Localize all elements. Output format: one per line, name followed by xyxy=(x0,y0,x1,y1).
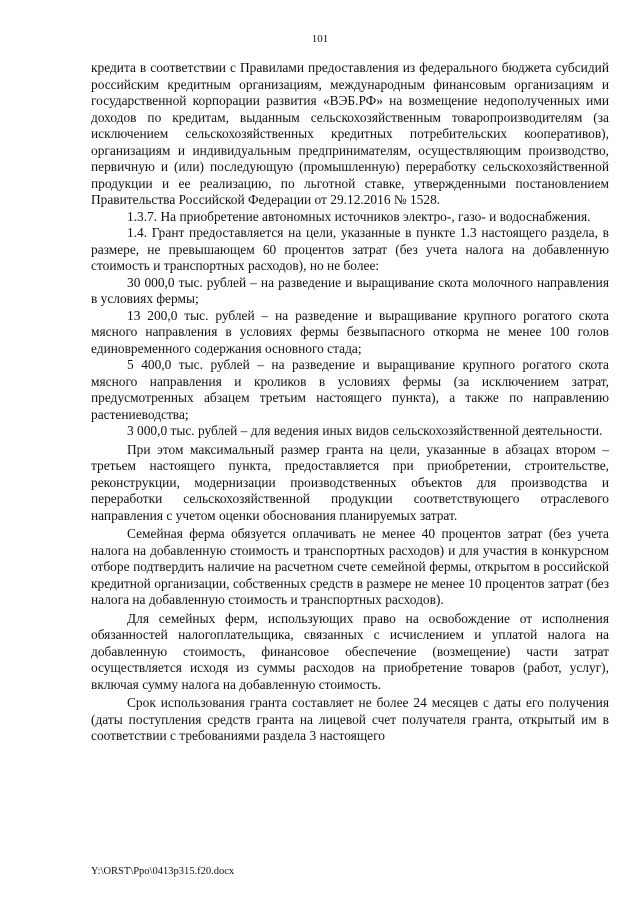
paragraph-family-farm-obligation: Семейная ферма обязуется оплачивать не менее 40 процентов затрат (без учета налога на добавленную стоимость и транспортных расходов) и для участия в конкурсном отборе подтвердить наличие на расчетном счете семейной фермы, открытом в российской кредитной организации, собственных средств в размере не менее 10 процентов затрат (без налога на добавленную стоимость и транспортных расходов). xyxy=(91,526,609,607)
paragraph-max-grant: При этом максимальный размер гранта на цели, указанные в абзацах втором – третьем настоящего пункта, предоставляется при приобретении, строительстве, реконструкции, модернизации производственных объектов для производства и переработки сельскохозяйственной продукции соответствующего отраслевого направления с учетом оценки обоснования планируемых затрат. xyxy=(91,441,609,523)
document-body xyxy=(91,60,609,745)
page-number: 101 xyxy=(311,33,329,45)
paragraph-1-4: 1.4. Грант предоставляется на цели, указанные в пункте 1.3 настоящего раздела, в размере, не превышающем 60 процентов затрат (без учета налога на добавленную стоимость и транспортных расходов), но не более: xyxy=(91,225,609,273)
paragraph-limit-dairy: 30 000,0 тыс. рублей – на разведение и выращивание скота молочного направления в условиях фермы; xyxy=(91,274,609,306)
paragraph-vat-exemption: Для семейных ферм, использующих право на освобождение от исполнения обязанностей налогоплательщика, связанных с исчислением и уплатой налога на добавленную стоимость, финансовое обеспечение (возмещение) части затрат осуществляется исходя из суммы расходов на приобретение товаров (работ, услуг), включая сумму налога на добавленную стоимость. xyxy=(91,610,609,692)
paragraph-credit-rules: кредита в соответствии с Правилами предоставления из федерального бюджета субсидий российским кредитным организациям, международным финансовым организациям и государственной корпорации развития «ВЭБ.РФ» на возмещение недополученных ими доходов по кредитам, выданным сельскохозяйственным товаропроизводителям (за исключением сельскохозяйственных кредитных потребительских кооперативов), организациям и индивидуальным предпринимателям, осуществляющим производство, первичную и (или) последующую (промышленную) переработку сельскохозяйственной продукции и ее реализацию, по льготной ставке, утвержденными постановлением Правительства Российской Федерации от 29.12.2016 № 1528. xyxy=(91,60,609,207)
paragraph-limit-other: 3 000,0 тыс. рублей – для ведения иных видов сельскохозяйственной деятельности. xyxy=(127,423,603,438)
paragraph-grant-term: Срок использования гранта составляет не более 24 месяцев с даты его получения (даты поступления средств гранта на лицевой счет получателя гранта, открытый им в соответствии с требованиями раздела 3 настоящего xyxy=(91,695,609,743)
paragraph-limit-rabbits: 5 400,0 тыс. рублей – на разведение и выращивание крупного рогатого скота мясного направления и кроликов в условиях фермы (за исключением затрат, предусмотренных абзацем третьим настоящего пункта), а также по направлению растениеводства; xyxy=(91,357,609,422)
paragraph-1-3-7: 1.3.7. На приобретение автономных источников электро-, газо- и водоснабжения. xyxy=(127,208,591,224)
footer-file-path: Y:\ORST\Ppo\0413p315.f20.docx xyxy=(91,866,235,877)
paragraph-limit-beef: 13 200,0 тыс. рублей – на разведение и выращивание крупного рогатого скота мясного направления в условиях фермы безвыпасного откорма не менее 100 голов единовременного содержания основного стада; xyxy=(91,307,609,356)
